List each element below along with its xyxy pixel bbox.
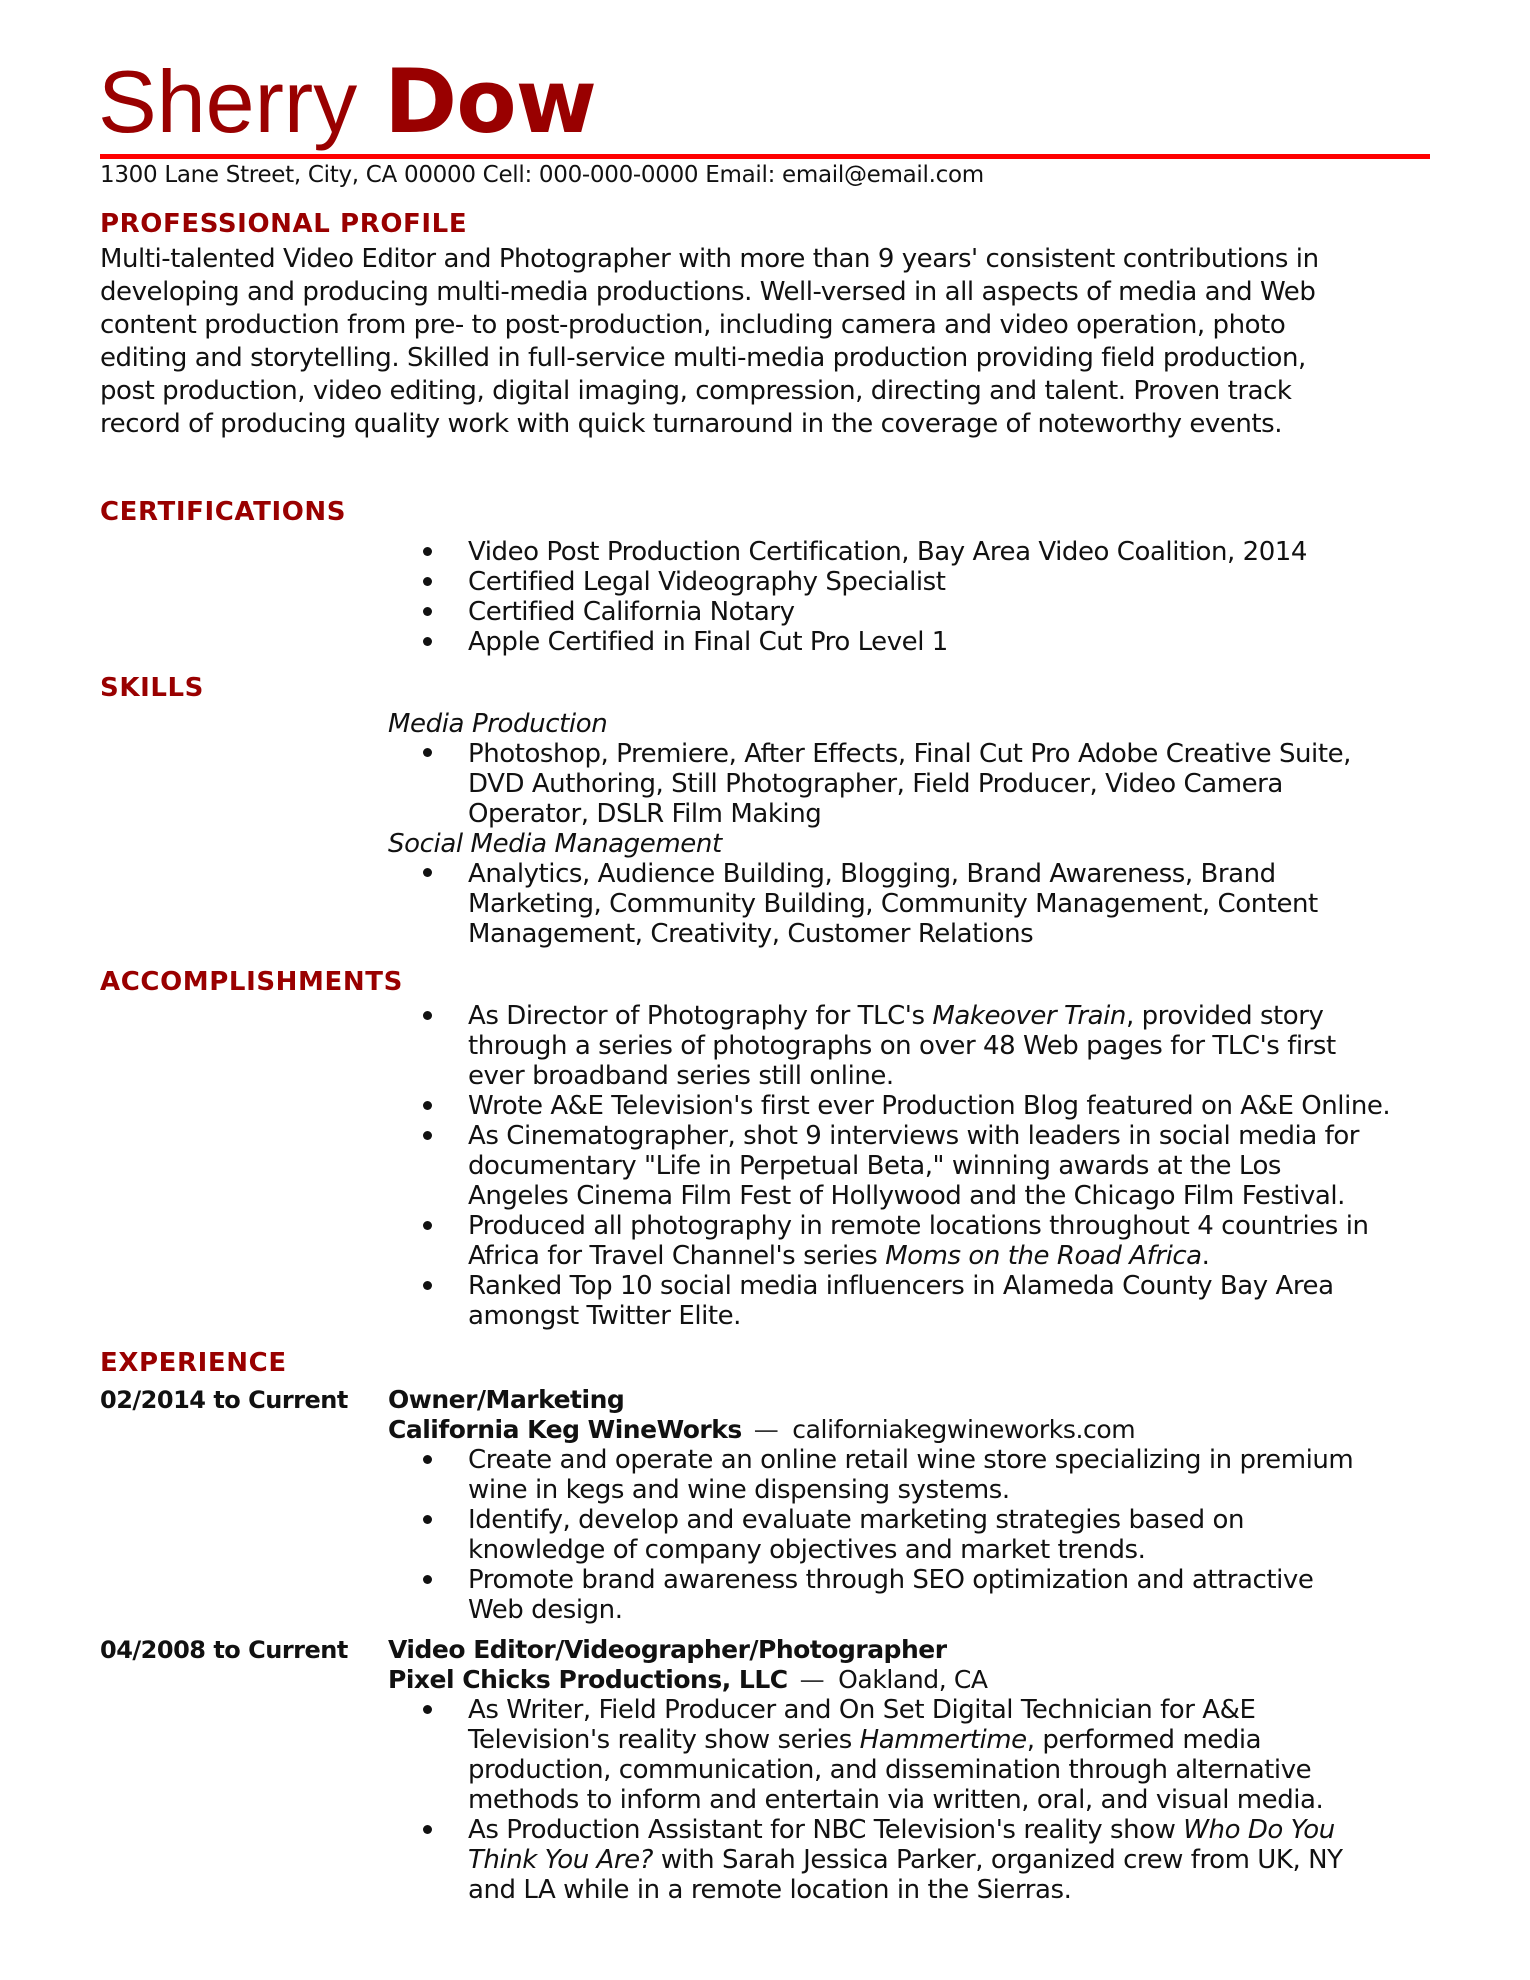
bullet-icon — [423, 547, 432, 556]
job-dates: 02/2014 to Current — [100, 1386, 348, 1414]
list-item: Certified California Notary — [468, 597, 795, 627]
bullet-icon — [423, 868, 432, 877]
first-name: Sherry — [98, 52, 358, 151]
header-rule — [100, 154, 1430, 159]
list-item-cont: Angeles Cinema Film Fest of Hollywood and the Chicago Film Festival. — [468, 1181, 1345, 1211]
company-name: Pixel Chicks Productions, LLC — [388, 1665, 788, 1694]
show-title: Hammertime — [859, 1725, 1027, 1755]
bullet-icon — [423, 1281, 432, 1290]
company-website: californiakegwineworks.com — [792, 1415, 1136, 1444]
list-item: Produced all photography in remote locations throughout 4 countries in — [468, 1211, 1369, 1241]
profile-line: content production from pre- to post-production, including camera and video operation, photo — [100, 310, 1286, 340]
skills-line: Photoshop, Premiere, After Effects, Final Cut Pro Adobe Creative Suite, — [468, 739, 1351, 769]
text: As Director of Photography for TLC's — [468, 1001, 933, 1031]
bullet-icon — [423, 1455, 432, 1464]
section-heading-profile: PROFESSIONAL PROFILE — [100, 209, 468, 239]
text: , provided story — [1125, 1001, 1324, 1031]
bullet-icon — [423, 1131, 432, 1140]
profile-line: record of producing quality work with quick turnaround in the coverage of noteworthy events. — [100, 409, 1283, 439]
skills-line: DVD Authoring, Still Photographer, Field Producer, Video Camera — [468, 769, 1283, 799]
section-heading-skills: SKILLS — [100, 673, 205, 703]
profile-line: Multi-talented Video Editor and Photographer with more than 9 years' consistent contributions in — [100, 244, 1319, 274]
list-item-cont: amongst Twitter Elite. — [468, 1301, 741, 1331]
list-item: Apple Certified in Final Cut Pro Level 1 — [468, 627, 948, 657]
list-item: As Cinematographer, shot 9 interviews with leaders in social media for — [468, 1121, 1360, 1151]
list-item — [468, 1001, 1323, 1031]
list-item-cont: through a series of photographs on over 48 Web pages for TLC's first — [468, 1031, 1336, 1061]
job-bullet-cont: knowledge of company objectives and market trends. — [468, 1535, 1146, 1565]
job-bullet: Identify, develop and evaluate marketing strategies based on — [468, 1505, 1245, 1535]
list-item-cont: ever broadband series still online. — [468, 1061, 894, 1091]
job-bullet-cont — [468, 1725, 1261, 1755]
job-company-line — [388, 1415, 1135, 1445]
job-bullet-cont: Web design. — [468, 1595, 623, 1625]
profile-line: post production, video editing, digital imaging, compression, directing and talent. Proven track — [100, 376, 1292, 406]
bullet-icon — [423, 577, 432, 586]
show-title: Moms on the Road Africa — [885, 1241, 1202, 1271]
company-name: California Keg WineWorks — [388, 1415, 742, 1444]
bullet-icon — [423, 1515, 432, 1524]
skills-line: Operator, DSLR Film Making — [468, 799, 822, 829]
list-item: Wrote A&E Television's first ever Production Blog featured on A&E Online. — [468, 1091, 1391, 1121]
bullet-icon — [423, 1825, 432, 1834]
list-item: Certified Legal Videography Specialist — [468, 567, 946, 597]
job-bullet — [468, 1815, 1335, 1845]
job-bullet-cont: wine in kegs and wine dispensing systems. — [468, 1475, 1010, 1505]
bullet-icon — [423, 1221, 432, 1230]
job-company-line — [388, 1665, 988, 1695]
list-item-cont — [468, 1241, 1210, 1271]
list-item-cont: documentary "Life in Perpetual Beta," winning awards at the Los — [468, 1151, 1282, 1181]
company-location: Oakland, CA — [838, 1665, 988, 1694]
job-bullet-cont: and LA while in a remote location in the Sierras. — [468, 1875, 1072, 1905]
job-title: Owner/Marketing — [388, 1385, 625, 1414]
text: Africa for Travel Channel's series — [468, 1241, 886, 1271]
text: with Sarah Jessica Parker, organized crew from UK, NY — [653, 1845, 1343, 1875]
job-bullet-cont: methods to inform and entertain via written, oral, and visual media. — [468, 1785, 1324, 1815]
contact-info: 1300 Lane Street, City, CA 00000 Cell: 000-000-0000 Email: email@email.com — [100, 162, 984, 188]
skills-line: Marketing, Community Building, Community Management, Content — [468, 889, 1318, 919]
section-heading-experience: EXPERIENCE — [100, 1348, 287, 1378]
section-heading-certifications: CERTIFICATIONS — [100, 497, 347, 527]
profile-line: editing and storytelling. Skilled in full-service multi-media production providing field production, — [100, 343, 1306, 373]
job-bullet: Create and operate an online retail wine store specializing in premium — [468, 1445, 1354, 1475]
candidate-name — [98, 52, 596, 152]
bullet-icon — [423, 1011, 432, 1020]
bullet-icon — [423, 637, 432, 646]
skills-line: Analytics, Audience Building, Blogging, Brand Awareness, Brand — [468, 859, 1276, 889]
list-item: Video Post Production Certification, Bay Area Video Coalition, 2014 — [468, 537, 1307, 567]
skills-group-title: Social Media Management — [388, 829, 722, 859]
bullet-icon — [423, 748, 432, 757]
bullet-icon — [423, 1705, 432, 1714]
bullet-icon — [423, 607, 432, 616]
skills-line: Management, Creativity, Customer Relations — [468, 919, 1034, 949]
text: Television's reality show series — [468, 1725, 860, 1755]
bullet-icon — [423, 1101, 432, 1110]
last-name: Dow — [384, 50, 596, 153]
job-bullet: Promote brand awareness through SEO optimization and attractive — [468, 1565, 1314, 1595]
skills-group-title: Media Production — [388, 709, 608, 739]
show-title: Makeover Train — [932, 1001, 1126, 1031]
job-bullet-cont: production, communication, and dissemination through alternative — [468, 1755, 1312, 1785]
job-title: Video Editor/Videographer/Photographer — [388, 1635, 947, 1664]
job-bullet: As Writer, Field Producer and On Set Digital Technician for A&E — [468, 1695, 1256, 1725]
job-dates: 04/2008 to Current — [100, 1636, 348, 1664]
job-bullet-cont — [468, 1845, 1343, 1875]
list-item: Ranked Top 10 social media influencers in Alameda County Bay Area — [468, 1271, 1334, 1301]
text: . — [1201, 1241, 1210, 1271]
text: As Production Assistant for NBC Television's reality show — [468, 1815, 1184, 1845]
show-title: Who Do You — [1183, 1815, 1335, 1845]
separator-dash: — — [799, 1665, 825, 1694]
profile-line: developing and producing multi-media productions. Well-versed in all aspects of media and Web — [100, 277, 1316, 307]
section-heading-accomplishments: ACCOMPLISHMENTS — [100, 967, 403, 997]
show-title: Think You Are? — [468, 1845, 654, 1875]
bullet-icon — [423, 1575, 432, 1584]
text: , performed media — [1026, 1725, 1262, 1755]
separator-dash: — — [753, 1415, 779, 1444]
